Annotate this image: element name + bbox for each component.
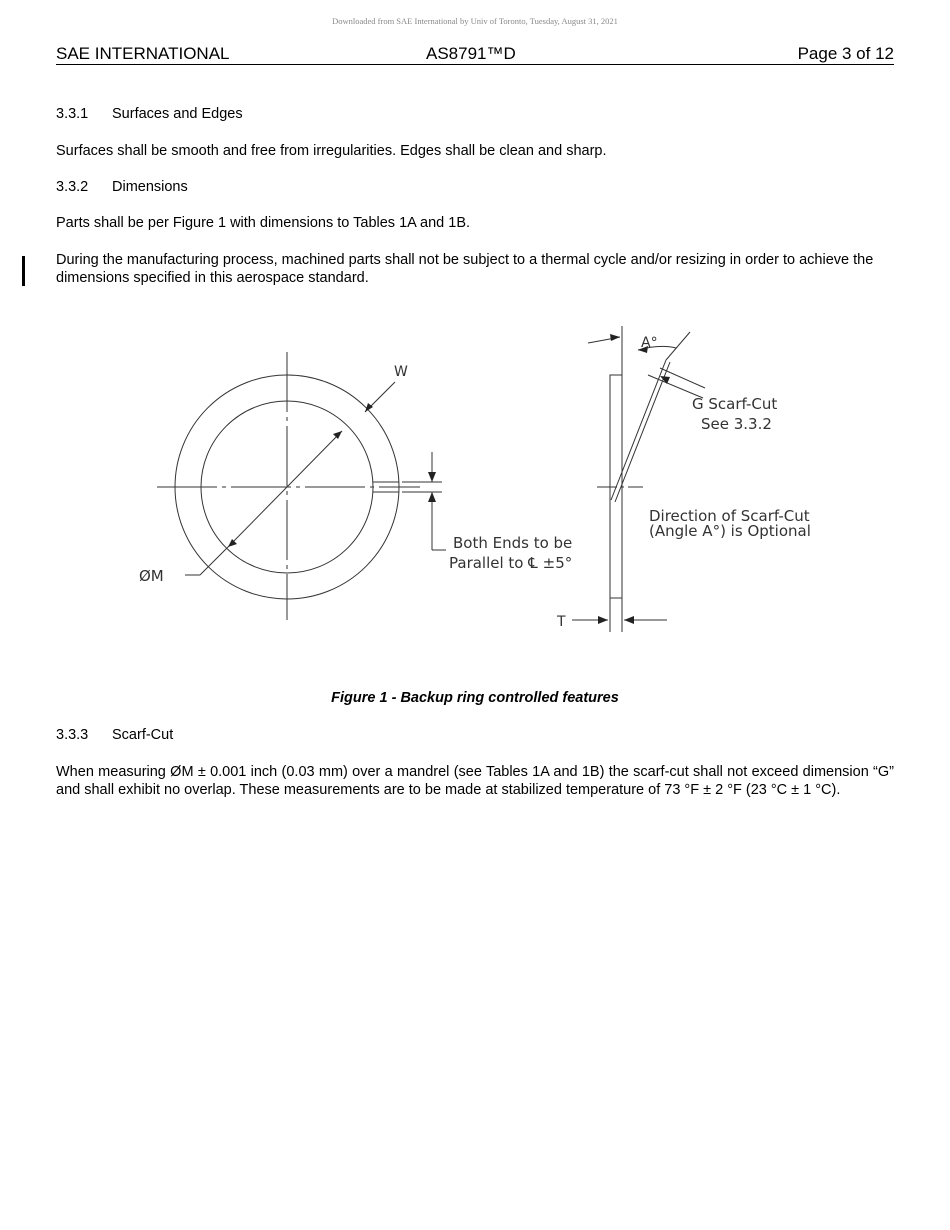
paragraph-manufacturing: During the manufacturing process, machined parts shall not be subject to a thermal cycle and/or resizing in order to achieve the dimensions specified in this aerospace standard.	[56, 252, 874, 286]
section-number: 3.3.1	[56, 106, 89, 122]
label-w: W	[394, 364, 408, 380]
header-org: SAE INTERNATIONAL	[56, 44, 230, 63]
scarf-cut-line-1	[611, 360, 666, 500]
paragraph-dimensions: Parts shall be per Figure 1 with dimensions to Tables 1A and 1B.	[56, 215, 471, 231]
section-title: Dimensions	[112, 179, 188, 195]
diameter-arrow-head-1	[333, 431, 342, 439]
label-direction-1: Direction of Scarf-Cut	[649, 507, 810, 525]
download-watermark: Downloaded from SAE International by Univ of Toronto, Tuesday, August 31, 2021	[332, 16, 618, 26]
header-doc-id: AS8791™D	[426, 44, 516, 63]
diameter-line	[228, 431, 342, 547]
section-title: Scarf-Cut	[112, 727, 174, 743]
section-heading-3-3-3	[56, 726, 173, 744]
label-angle: A°	[641, 335, 658, 351]
parallel-arrow-top	[428, 472, 436, 482]
label-scarf-2: See 3.3.2	[701, 415, 772, 433]
figure-caption: Figure 1 - Backup ring controlled features	[331, 690, 619, 706]
label-direction-2: (Angle A°) is Optional	[649, 522, 811, 540]
diameter-arrow-head-2	[228, 539, 237, 547]
label-both-ends-2: Parallel to ℄ ±5°	[449, 554, 573, 572]
section-number: 3.3.3	[56, 727, 89, 743]
angle-arrow-left	[610, 334, 620, 341]
scarf-cut-line-2	[615, 362, 670, 502]
paragraph-scarf-cut: When measuring ØM ± 0.001 inch (0.03 mm) over a mandrel (see Tables 1A and 1B) the scarf-cut shall not exceed dimension “G” and shall exhibit no overlap. These measurements are to be made at stabilized temperature of 73 °F ± 2 °F (23 °C ± 1 °C).	[56, 764, 894, 798]
scarf-extension	[666, 332, 690, 360]
label-thickness: T	[557, 614, 566, 630]
section-number: 3.3.2	[56, 179, 89, 195]
label-both-ends-1: Both Ends to be	[453, 534, 573, 552]
t-arrow-left	[598, 616, 608, 624]
parallel-arrow-bottom	[428, 492, 436, 502]
section-title: Surfaces and Edges	[112, 106, 243, 122]
header-page-number: Page 3 of 12	[797, 44, 894, 63]
t-arrow-right	[624, 616, 634, 624]
label-diameter: ØM	[139, 567, 164, 585]
diameter-leader	[200, 547, 228, 575]
label-scarf-1: G Scarf-Cut	[692, 395, 778, 413]
paragraph-surfaces: Surfaces shall be smooth and free from irregularities. Edges shall be clean and sharp.	[56, 143, 607, 159]
